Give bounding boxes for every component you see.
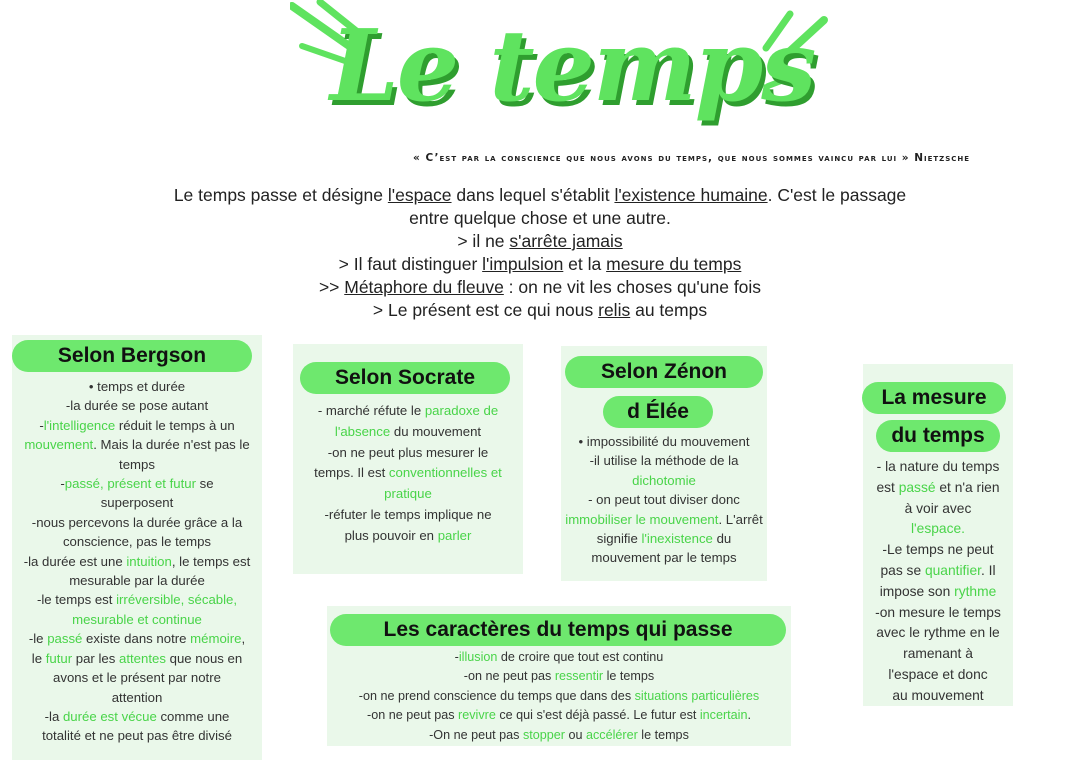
intro-line-2: entre quelque chose et une autre. [409, 208, 671, 228]
mesure-text: - la nature du temps est passé et n'a rien à voir avec l'espace. -Le temps ne peut pas se quantifier. Il impose son rythme -on mesure le temps avec le rythme en le ramenant à l'espace et donc au mouvement [875, 459, 1001, 703]
caracteres-heading: Les caractères du temps qui passe [330, 614, 786, 646]
mesure-heading-line-1: La mesure [862, 382, 1006, 414]
intro-line-1: Le temps passe et désigne l'espace dans lequel s'établit l'existence humaine. C'est le passage [173, 185, 907, 205]
zenon-heading-line-1: Selon Zénon [565, 356, 763, 388]
zenon-heading-line-2: d Élée [603, 396, 713, 428]
intro-text [100, 184, 980, 322]
bergson-heading: Selon Bergson [12, 340, 252, 372]
caracteres-text: -illusion de croire que tout est continu -on ne peut pas ressentir le temps -on ne prend conscience du temps que dans des situations particulières -on ne peut pas revivre ce qui s'est déjà passé. Le futur est incertain. -On ne peut pas stopper ou accélérer le temps [358, 650, 760, 742]
intro-line-3: > il ne s'arrête jamais [457, 231, 623, 251]
intro-line-5: >> Métaphore du fleuve : on ne vit les choses qu'une fois [318, 277, 762, 297]
intro-line-4: > Il faut distinguer l'impulsion et la mesure du temps [338, 254, 742, 274]
socrate-text: - marché réfute le paradoxe de l'absence du mouvement -on ne peut plus mesurer le temps. Il est conventionnelles et pratique -réfuter le temps implique ne plus pouvoir en parler [314, 403, 502, 543]
nietzsche-quote: « C’est par la conscience que nous avons du temps, que nous sommes vaincu par lui » Nietzsche [413, 152, 971, 164]
zenon-text: • impossibilité du mouvement -il utilise la méthode de la dichotomie - on peut tout diviser donc immobiliser le mouvement. L'arrêt signifie l'inexistence du mouvement par le temps [565, 434, 763, 566]
page-title: Le temps [330, 9, 815, 124]
mesure-heading-line-2: du temps [876, 420, 1000, 452]
socrate-heading: Selon Socrate [300, 362, 510, 394]
intro-line-6: > Le présent est ce qui nous relis au temps [372, 300, 708, 320]
title-area [290, 0, 830, 150]
bergson-text: • temps et durée -la durée se pose autant -l'intelligence réduit le temps à un mouvement. Mais la durée n'est pas le temps -passé, présent et futur se superposent -nous percevons la durée grâce a la conscience, pas le temps -la durée est une intuition, le temps est mesurable par la durée -le temps est irréversible, sécable, mesurable et continue -le passé existe dans notre mémoire, le futur par les attentes que nous en avons et le présent par notre attention -la durée est vécue comme une totalité et ne peut pas être divisé [23, 379, 251, 744]
